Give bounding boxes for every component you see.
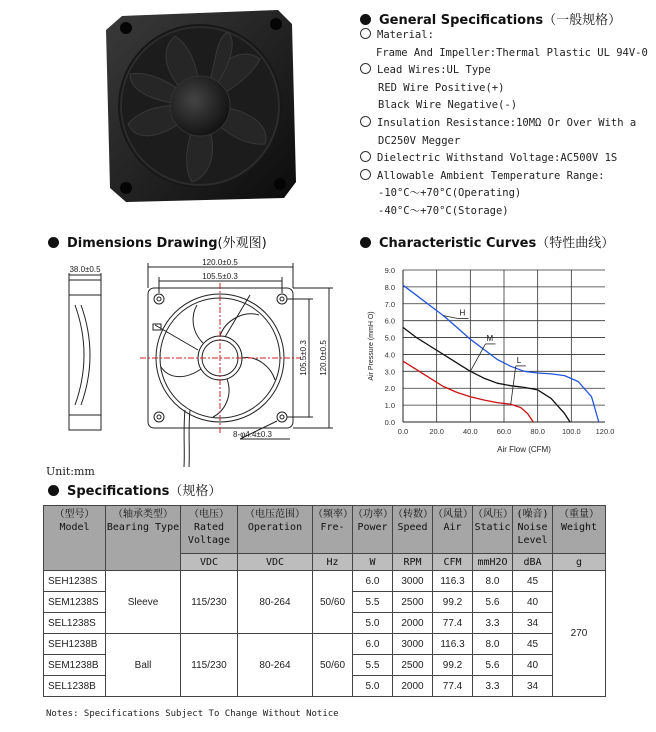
general-spec-text: RED Wire Positive(+) (378, 81, 505, 94)
circle-bullet-icon (360, 151, 371, 162)
specs-cell: 45 (513, 634, 553, 655)
general-spec-line (360, 62, 652, 80)
general-spec-text: Dielectric Withstand Voltage:AC500V 1S (377, 152, 618, 165)
general-spec-line (360, 168, 652, 186)
header-cn: （风压） (473, 509, 513, 520)
chart-ytick-label: 3.0 (384, 367, 395, 377)
specs-header-cell (473, 506, 513, 554)
chart-ytick-label: 0.0 (384, 418, 395, 427)
dim-top-outer: 120.0±0.5 (202, 258, 238, 267)
specs-cell: 6.0 (353, 571, 393, 592)
bullet-icon (48, 237, 59, 248)
chart-ytick-label: 6.0 (384, 316, 395, 326)
general-spec-text: -40°C～+70°C(Storage) (378, 204, 509, 217)
specs-table (43, 505, 606, 697)
characteristic-chart (355, 258, 620, 458)
specs-cell: SEM1238B (44, 655, 106, 676)
chart-ytick-label: 4.0 (384, 350, 395, 360)
specs-unit-cell: RPM (393, 554, 433, 571)
chart-ylabel: Air Pressure (mmH O) (368, 311, 375, 381)
general-specs-title: General Specifications（一般规格） (360, 9, 621, 28)
specs-cell: SEL1238S (44, 613, 106, 634)
notes: Notes: Specifications Subject To Change Without Notice (46, 709, 339, 719)
general-spec-line (360, 133, 652, 151)
header-cn: (噪音) (516, 509, 549, 520)
bullet-icon (360, 14, 371, 25)
specs-header-cell (393, 506, 433, 554)
general-spec-line (360, 27, 652, 45)
specs-header-cell (106, 506, 181, 571)
chart-ytick-label: 2.0 (384, 384, 395, 394)
table-row (44, 634, 606, 655)
specs-header-cell (313, 506, 353, 554)
general-spec-line (360, 150, 652, 168)
specs-unit-cell: CFM (433, 554, 473, 571)
specs-cell: 5.0 (353, 613, 393, 634)
specs-cell: 50/60 (313, 634, 353, 697)
unit-label: Unit:mm (46, 465, 95, 478)
chart-xtick-label: 40.0 (463, 427, 478, 436)
header-en: Fre- (320, 522, 345, 533)
header-cn: （轴承类型） (113, 509, 173, 520)
general-spec-line (360, 97, 652, 115)
chart-xtick-label: 120.0 (595, 427, 615, 436)
chart-xtick-label: 60.0 (496, 427, 512, 436)
circle-bullet-icon (360, 169, 371, 180)
table-row (44, 571, 606, 592)
specs-cell: SEH1238S (44, 571, 106, 592)
specs-cell: 8.0 (473, 571, 513, 592)
header-cn: （频率） (313, 509, 353, 520)
dim-right-outer: 120.0±0.5 (319, 340, 328, 376)
specs-cell: 50/60 (313, 571, 353, 634)
header-en: Noise Level (517, 522, 548, 546)
specs-cell: 2500 (393, 592, 433, 613)
chart-xtick-label: 80.0 (530, 427, 545, 436)
specs-cell: 40 (513, 655, 553, 676)
specs-cell: 99.2 (433, 592, 473, 613)
specs-cell: 99.2 (433, 655, 473, 676)
specs-header-cell (433, 506, 473, 554)
specs-cell: 5.6 (473, 592, 513, 613)
specs-cell: 116.3 (433, 634, 473, 655)
header-en: Air (443, 522, 462, 533)
specs-cell: 34 (513, 676, 553, 697)
dim-side-width: 38.0±0.5 (69, 265, 101, 274)
specs-header-cell (238, 506, 313, 554)
specs-unit-cell: Hz (313, 554, 353, 571)
header-cn: （电压范围） (245, 509, 305, 520)
specs-cell: 45 (513, 571, 553, 592)
circle-bullet-icon (360, 28, 371, 39)
header-en: Weight (560, 522, 598, 533)
specs-cell: 40 (513, 592, 553, 613)
general-spec-text: Black Wire Negative(-) (378, 99, 518, 112)
chart-series-label: L (516, 355, 522, 365)
chart-xlabel: Air Flow (CFM) (497, 445, 551, 454)
specs-cell: 5.5 (353, 592, 393, 613)
header-en: Model (59, 522, 90, 533)
chart-label-leader (470, 344, 485, 371)
dim-holes: 8-φ4.4±0.3 (233, 430, 272, 439)
specs-cell: Ball (106, 634, 181, 697)
specs-cell: 77.4 (433, 613, 473, 634)
specs-cell: 2000 (393, 676, 433, 697)
dim-top-inner: 105.5±0.3 (202, 272, 238, 281)
chart-grid (403, 270, 605, 422)
specs-cell: 115/230 (181, 571, 238, 634)
chart-series-line-H (403, 285, 599, 422)
general-spec-text: Allowable Ambient Temperature Range: (377, 169, 605, 182)
specs-cell: SEH1238B (44, 634, 106, 655)
specs-cell: 77.4 (433, 676, 473, 697)
header-en: Operation (247, 522, 303, 533)
header-cn: （转数） (393, 509, 433, 520)
general-spec-text: Insulation Resistance:10MΩ Or Over With a (377, 116, 637, 129)
specs-unit-cell: VDC (238, 554, 313, 571)
general-spec-line (360, 80, 652, 98)
header-en: Rated Voltage (187, 522, 231, 546)
specs-cell: 6.0 (353, 634, 393, 655)
specs-cell: 3.3 (473, 613, 513, 634)
specs-cell: 3.3 (473, 676, 513, 697)
general-specs-list (360, 27, 652, 221)
dimensions-title: Dimensions Drawing(外观图) (48, 232, 267, 251)
chart-series-labels (443, 309, 525, 405)
circle-bullet-icon (360, 116, 371, 127)
general-spec-line (360, 203, 652, 221)
dimensions-drawing (45, 255, 345, 470)
chart-series (403, 285, 599, 422)
specs-header-cell (353, 506, 393, 554)
circle-bullet-icon (360, 63, 371, 74)
general-spec-text: DC250V Megger (378, 134, 461, 147)
chart-series-label: H (459, 308, 466, 318)
header-cn: （风量） (433, 509, 473, 520)
dim-right-inner: 105.5±0.3 (299, 340, 308, 376)
general-spec-line (360, 115, 652, 133)
specs-cell: 8.0 (473, 634, 513, 655)
header-en: Power (357, 522, 388, 533)
specs-cell: 2500 (393, 655, 433, 676)
header-en: Bearing Type (106, 522, 180, 533)
chart-ticks (385, 266, 615, 436)
chart-xtick-label: 0.0 (397, 427, 409, 436)
specs-cell: 80-264 (238, 571, 313, 634)
specs-cell: 5.5 (353, 655, 393, 676)
curves-title: Characteristic Curves（特性曲线） (360, 232, 614, 251)
chart-ytick-label: 1.0 (384, 401, 395, 411)
specs-header-cell (553, 506, 606, 554)
specs-unit-cell: mmH2O (473, 554, 513, 571)
chart-ytick-label: 8.0 (384, 282, 395, 292)
specs-cell: 5.6 (473, 655, 513, 676)
specs-cell: 3000 (393, 634, 433, 655)
fan-photo (100, 4, 300, 204)
specs-unit-cell: W (353, 554, 393, 571)
specs-cell: 3000 (393, 571, 433, 592)
specs-unit-cell: dBA (513, 554, 553, 571)
header-en: Static (474, 522, 511, 533)
specs-cell: 34 (513, 613, 553, 634)
specs-cell: 5.0 (353, 676, 393, 697)
specs-cell: 270 (553, 571, 606, 697)
bullet-icon (48, 485, 59, 496)
header-cn: （功率） (353, 509, 393, 520)
specs-unit-cell: VDC (181, 554, 238, 571)
specs-title: Specifications（规格） (48, 480, 221, 499)
specs-cell: SEM1238S (44, 592, 106, 613)
chart-ytick-label: 7.0 (384, 299, 395, 309)
chart-xtick-label: 100.0 (561, 427, 581, 436)
general-spec-text: -10°C～+70°C(Operating) (378, 187, 522, 200)
bullet-icon (360, 237, 371, 248)
header-cn: （型号） (54, 509, 95, 520)
chart-ytick-label: 5.0 (384, 333, 395, 343)
header-cn: （电压） (189, 509, 229, 520)
specs-cell: 115/230 (181, 634, 238, 697)
general-spec-line (360, 45, 652, 63)
chart-ytick-label: 9.0 (384, 266, 395, 275)
header-en: Speed (397, 522, 428, 533)
specs-header-cell (44, 506, 106, 571)
specs-header-cell (513, 506, 553, 554)
header-cn: （重量） (559, 509, 599, 520)
specs-unit-cell: g (553, 554, 606, 571)
specs-cell: SEL1238B (44, 676, 106, 697)
specs-cell: Sleeve (106, 571, 181, 634)
general-spec-text: Frame And Impeller:Thermal Plastic UL 94V-0 (376, 46, 648, 59)
specs-cell: 116.3 (433, 571, 473, 592)
general-spec-line (360, 185, 652, 203)
specs-table-wrap (43, 505, 606, 697)
specs-cell: 80-264 (238, 634, 313, 697)
general-spec-text: Lead Wires:UL Type (377, 64, 491, 77)
chart-xtick-label: 20.0 (429, 427, 444, 436)
specs-cell: 2000 (393, 613, 433, 634)
specs-header-cell (181, 506, 238, 554)
chart-series-label: M (486, 333, 494, 343)
general-spec-text: Material: (377, 29, 434, 41)
specs-header-row (44, 506, 606, 554)
